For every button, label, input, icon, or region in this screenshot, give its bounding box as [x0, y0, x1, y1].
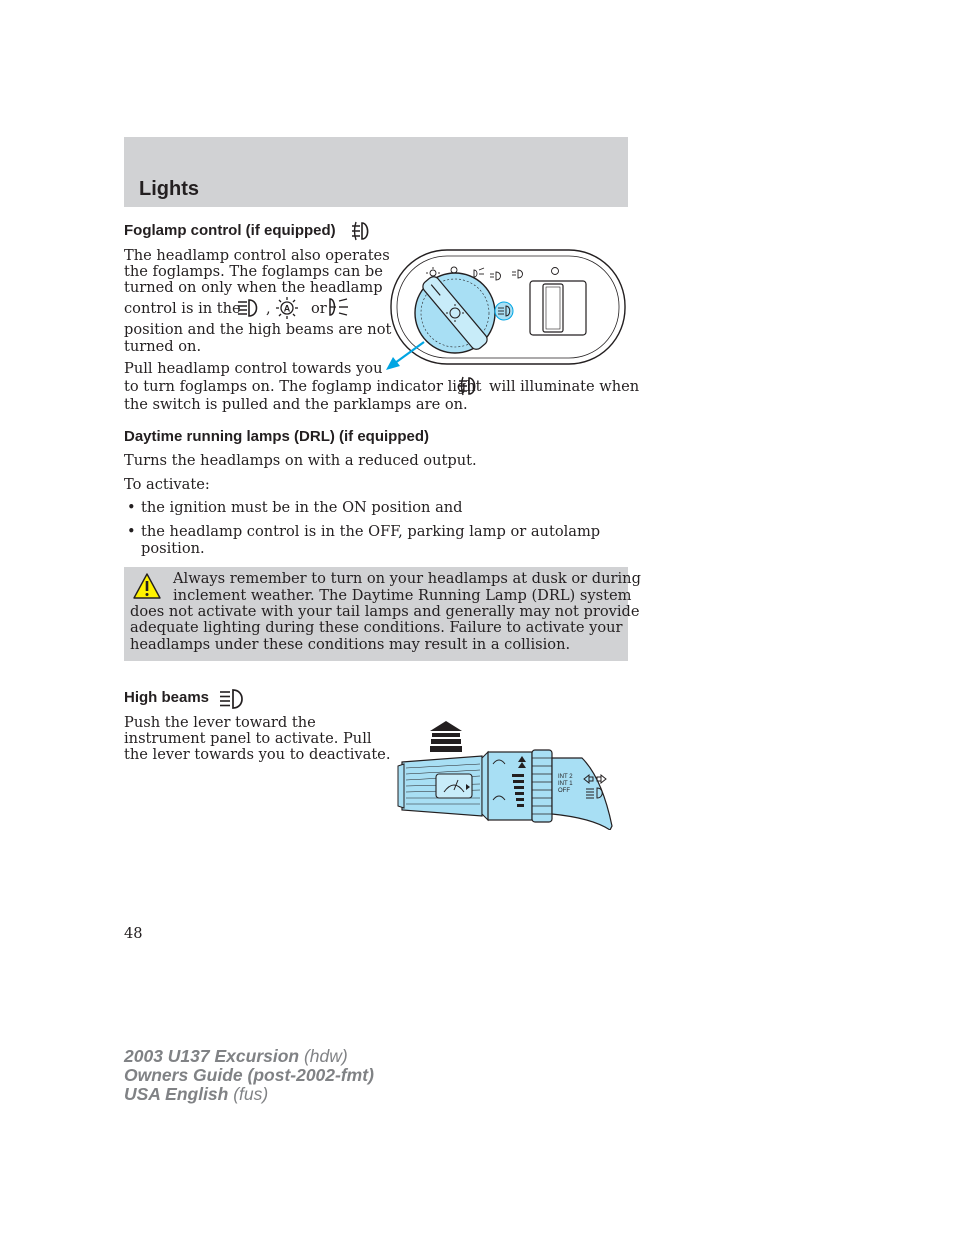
footer-language-code: (fus) [228, 1084, 269, 1104]
footer-language: USA English [124, 1084, 229, 1104]
text-line: Pull headlamp control towards you [124, 360, 383, 377]
headlamp-control-illustration [380, 246, 630, 374]
warning-line: Always remember to turn on your headlamps at dusk or during [173, 570, 641, 587]
foglamp-indicator-icon [457, 376, 479, 396]
drl-to-activate: To activate: [124, 476, 210, 493]
section-header-band [124, 137, 628, 207]
text-line: position and the high beams are not [124, 321, 392, 338]
text-line: the lever towards you to deactivate. [124, 746, 391, 763]
text-line: instrument panel to activate. Pull [124, 730, 372, 747]
warning-line: inclement weather. The Daytime Running Lamp (DRL) system [173, 587, 632, 604]
drl-bullet-1: the ignition must be in the ON position and [141, 499, 463, 516]
text-line: control is in the [124, 300, 241, 317]
high-beam-icon [218, 688, 248, 710]
text-line: turned on only when the headlamp [124, 279, 383, 296]
text-line: the switch is pulled and the parklamps are on. [124, 396, 468, 413]
footer-model-code: (hdw) [299, 1046, 348, 1066]
footer-line-1 [124, 1047, 374, 1066]
footer-guide: Owners Guide (post-2002-fmt) [124, 1065, 374, 1085]
foglamp-icon [350, 221, 372, 241]
svg-text:A: A [283, 303, 291, 314]
text-line: the foglamps. The foglamps can be [124, 263, 383, 280]
warning-icon [132, 572, 162, 600]
drl-intro: Turns the headlamps on with a reduced output. [124, 452, 477, 469]
bullet-marker: • [127, 499, 136, 516]
high-beams-heading: High beams [124, 689, 210, 706]
lever-label-int2: INT 2 [558, 774, 573, 780]
section-title: Lights [139, 178, 199, 200]
lever-label-int1: INT 1 [558, 781, 573, 787]
text-line: The headlamp control also operates [124, 247, 390, 264]
footer-line-2 [124, 1066, 374, 1085]
parklamp-icon [327, 297, 351, 317]
text-line: or [311, 300, 327, 317]
text-line: Push the lever toward the [124, 714, 316, 731]
bullet-marker: • [127, 523, 136, 540]
drl-bullet-2-cont: position. [141, 540, 205, 557]
autolamp-icon [274, 296, 300, 320]
drl-bullet-2: the headlamp control is in the OFF, parking lamp or autolamp [141, 523, 601, 540]
warning-line: does not activate with your tail lamps and generally may not provide [130, 603, 640, 620]
footer-line-3 [124, 1085, 374, 1104]
document-footer [124, 1047, 374, 1104]
text-line: turned on. [124, 338, 202, 355]
drl-heading: Daytime running lamps (DRL) (if equipped) [124, 428, 430, 445]
warning-line: adequate lighting during these conditions. Failure to activate your [130, 619, 623, 636]
footer-model: 2003 U137 Excursion [124, 1046, 300, 1066]
multifunction-lever-illustration [396, 718, 614, 830]
page-number: 48 [124, 925, 143, 942]
foglamp-heading: Foglamp control (if equipped) [124, 222, 336, 239]
text-line: , [266, 300, 271, 317]
text-line: will illuminate when [489, 378, 640, 395]
lever-label-off: OFF [558, 788, 570, 794]
headlamp-icon [236, 298, 262, 318]
text-line: to turn foglamps on. The foglamp indicator light [124, 378, 482, 395]
warning-line: headlamps under these conditions may result in a collision. [130, 636, 571, 653]
